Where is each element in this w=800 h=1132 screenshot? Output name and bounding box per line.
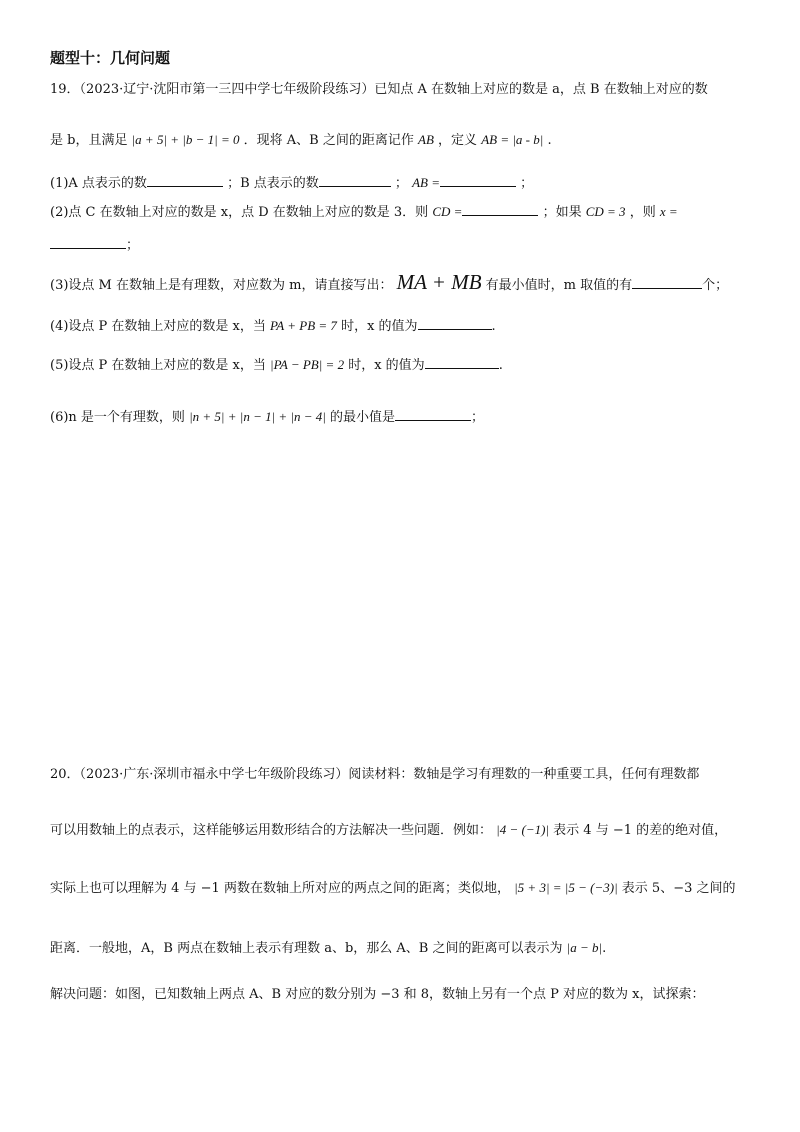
q19-part3 bbox=[50, 272, 728, 296]
q19-p1-text-d: ； bbox=[520, 176, 534, 191]
q19-p2-blank-x[interactable] bbox=[50, 236, 126, 249]
q20-line2 bbox=[50, 820, 727, 841]
q19-p2-text-b: ；如果 bbox=[542, 205, 582, 220]
q20-line2-text-a: 可以用数轴上的点表示，这样能够运用数形结合的方法解决一些问题．例如： bbox=[50, 823, 493, 838]
q19-p1-blank-b[interactable] bbox=[319, 174, 391, 187]
q19-p3-blank[interactable] bbox=[632, 276, 702, 289]
q19-p4-text-b: 时，x 的值为 bbox=[341, 319, 418, 334]
q19-p3-text-b: 有最小值时，m 取值的有 bbox=[485, 278, 633, 293]
q19-condition-equation: |a + 5| + |b − 1| = 0 bbox=[131, 132, 240, 147]
q20-line4-end: . bbox=[602, 941, 607, 956]
q19-part5 bbox=[50, 355, 503, 376]
q19-part2-cont bbox=[50, 236, 139, 256]
q19-line2 bbox=[50, 130, 552, 151]
q19-p1-blank-a[interactable] bbox=[147, 174, 223, 187]
q19-p2-text-c: ，则 bbox=[629, 205, 656, 220]
q19-p1-ab: AB = bbox=[412, 175, 440, 190]
q19-p2-cd: CD = bbox=[432, 204, 463, 219]
q19-p2-cd3: CD = 3 bbox=[585, 204, 626, 219]
q19-part6 bbox=[50, 407, 484, 428]
q19-p5-text-b: 时，x 的值为 bbox=[348, 358, 425, 373]
section-title: 题型十：几何问题 bbox=[50, 49, 171, 67]
q20-line2-expression: |4 − (−1)| bbox=[496, 822, 550, 837]
q19-line2-text-c: ，定义 bbox=[438, 133, 478, 148]
q19-p4-text-c: . bbox=[491, 319, 496, 334]
q19-ab-symbol: AB bbox=[418, 132, 434, 147]
q19-p6-text-c: ； bbox=[471, 410, 485, 425]
q19-p2-blank-cd[interactable] bbox=[462, 203, 538, 216]
q19-p6-expression: |n + 5| + |n − 1| + |n − 4| bbox=[189, 409, 326, 424]
q20-line2-text-b: 表示 4 与 −1 的差的绝对值， bbox=[553, 823, 728, 838]
q19-p4-blank[interactable] bbox=[418, 317, 492, 330]
q19-p6-blank[interactable] bbox=[395, 408, 471, 421]
q19-p6-text-a: (6)n 是一个有理数，则 bbox=[50, 410, 185, 425]
q19-p5-equation: |PA − PB| = 2 bbox=[270, 357, 345, 372]
q19-p2-x: x = bbox=[659, 204, 678, 219]
q19-ab-definition: AB = |a - b| bbox=[481, 132, 544, 147]
q20-line4-expression: |a − b| bbox=[566, 940, 603, 955]
q19-line2-end: . bbox=[547, 133, 552, 148]
q19-p2-text-d: ； bbox=[126, 238, 140, 253]
q19-p1-blank-ab[interactable] bbox=[440, 174, 516, 187]
q20-line3-expression: |5 + 3| = |5 − (−3)| bbox=[514, 880, 618, 895]
q20-line1: 20．（2023·广东·深圳市福永中学七年级阶段练习）阅读材料：数轴是学习有理数的一种重要工具，任何有理数都 bbox=[50, 767, 700, 782]
q20-line4 bbox=[50, 938, 606, 959]
q20-line3 bbox=[50, 878, 736, 899]
q19-p3-expression: MA + MB bbox=[396, 270, 482, 294]
q19-part2 bbox=[50, 202, 678, 223]
q19-p5-text-c: . bbox=[498, 358, 503, 373]
q19-line2-text-a: 是 b，且满足 bbox=[50, 133, 128, 148]
q19-p1-text-c: ； bbox=[394, 176, 408, 191]
q19-line1: 19．（2023·辽宁·沈阳市第一三四中学七年级阶段练习）已知点 A 在数轴上对应的数是 a，点 B 在数轴上对应的数 bbox=[50, 82, 708, 97]
q19-line2-text-b: ．现将 A、B 之间的距离记作 bbox=[243, 133, 414, 148]
q19-p4-text-a: (4)设点 P 在数轴上对应的数是 x，当 bbox=[50, 319, 266, 334]
q19-p6-text-b: 的最小值是 bbox=[330, 410, 396, 425]
q19-p4-equation: PA + PB = 7 bbox=[270, 318, 337, 333]
q19-part4 bbox=[50, 316, 496, 337]
q19-p5-text-a: (5)设点 P 在数轴上对应的数是 x，当 bbox=[50, 358, 266, 373]
q20-line5: 解决问题：如图，已知数轴上两点 A、B 对应的数分别为 −3 和 8，数轴上另有一个点 P 对应的数为 x，试探索： bbox=[50, 987, 705, 1002]
q20-line3-text-b: 表示 5、−3 之间的 bbox=[621, 881, 736, 896]
q20-line4-text-a: 距离．一般地，A，B 两点在数轴上表示有理数 a、b，那么 A、B 之间的距离可以表示为 bbox=[50, 941, 563, 956]
q20-line3-text-a: 实际上也可以理解为 4 与 −1 两数在数轴上所对应的两点之间的距离；类似地， bbox=[50, 881, 510, 896]
q19-p3-text-c: 个； bbox=[702, 278, 729, 293]
q19-p1-text-b: ；B 点表示的数 bbox=[227, 176, 319, 191]
q19-p5-blank[interactable] bbox=[425, 356, 499, 369]
q19-part1 bbox=[50, 173, 533, 194]
q19-p3-text-a: (3)设点 M 在数轴上是有理数，对应数为 m，请直接写出： bbox=[50, 278, 393, 293]
q19-p1-text-a: (1)A 点表示的数 bbox=[50, 176, 147, 191]
q19-p2-text-a: (2)点 C 在数轴上对应的数是 x，点 D 在数轴上对应的数是 3．则 bbox=[50, 205, 429, 220]
